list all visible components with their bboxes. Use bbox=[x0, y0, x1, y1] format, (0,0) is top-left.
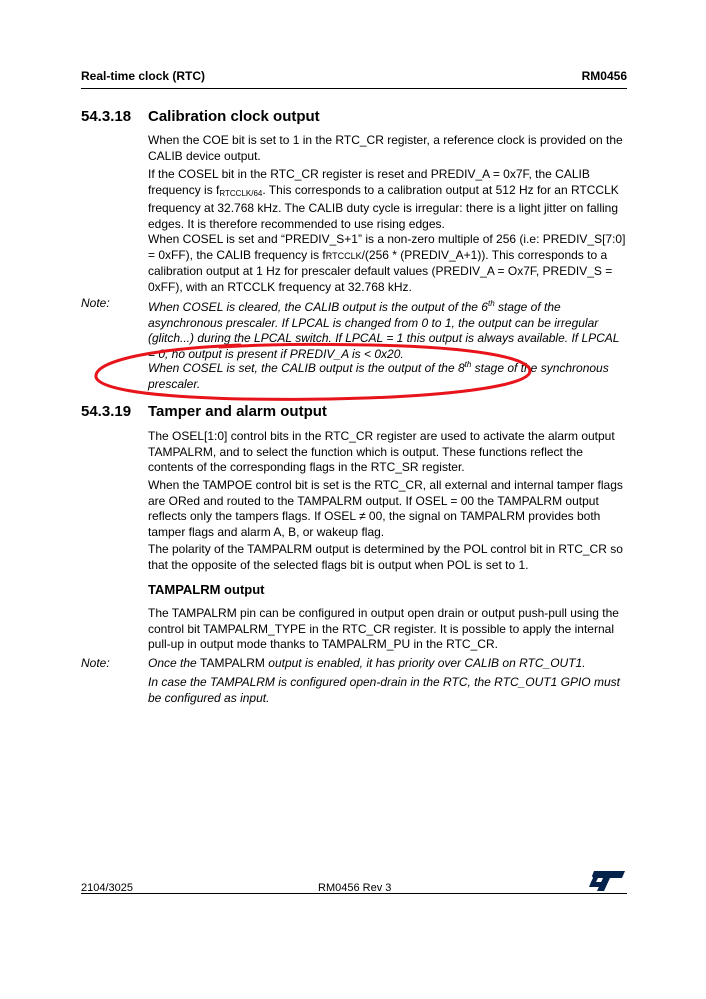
paragraph: When COSEL is set and “PREDIV_S+1” is a non-zero multiple of 256 (i.e: PREDIV_S[7:0] = 0xFF), the CALIB frequency is fRTCCLK/(256 * (PREDIV_A+1)). This corresponds to a calibration output at 1 Hz for prescaler default values (PREDIV_A = Ox7F, PREDIV_S = 0xFF), with an RTCCLK frequency at 32.768 kHz. bbox=[148, 232, 626, 294]
running-header-title: Real-time clock (RTC) bbox=[81, 69, 206, 83]
note-text: Once the TAMPALRM output is enabled, it has priority over CALIB on RTC_OUT1. bbox=[148, 656, 586, 670]
header-rule bbox=[81, 88, 627, 89]
note-text: When COSEL is cleared, the CALIB output is the output of the 6th stage of the asynchronous prescaler. If LPCAL is changed from 0 to 1, the output can be irregular (glitch...) during the LPCAL switch. If LPCAL = 1 this output is always available. If LPCAL = 0, no output is present if PREDIV_A is < 0x20. bbox=[148, 299, 620, 361]
page-number: 2104/3025 bbox=[81, 882, 133, 894]
running-header-docid: RM0456 bbox=[581, 69, 627, 83]
paragraph: When the TAMPOE control bit is set is the RTC_CR, all external and internal tamper flags are ORed and routed to the TAMPALRM output. If OSEL = 00 the TAMPALRM output reflects only the tampers flags. If OSEL ≠ 00, the signal on TAMPALRM provides both tamper flags and alarm A, B, or wakeup flag. bbox=[148, 478, 623, 539]
footer-doc-revision: RM0456 Rev 3 bbox=[318, 882, 392, 894]
paragraph: When the COE bit is set to 1 in the RTC_CR register, a reference clock is provided on the CALIB device output. bbox=[148, 133, 623, 163]
section-title: Tamper and alarm output bbox=[148, 403, 327, 420]
annotation-ellipse bbox=[90, 335, 534, 407]
paragraph: The TAMPALRM pin can be configured in output open drain or output push-pull using the control bit TAMPALRM_TYPE in the RTC_CR register. It is possible to apply the internal pull-up in output mode thanks to TAMPALRM_PU in the RTC_CR. bbox=[148, 606, 619, 651]
paragraph: If the COSEL bit in the RTC_CR register is reset and PREDIV_A = 0x7F, the CALIB frequency is $f_{RTCCLK/64}$. This corresponds to a calibration output at 512 Hz for an RTCCLK frequency at 32.768 kHz. The CALIB duty cycle is irregular: there is a light jitter on falling edges. It is therefore recommended to use rising edges. bbox=[148, 167, 619, 231]
section-number: 54.3.19 bbox=[81, 403, 132, 420]
subsection-title: TAMPALRM output bbox=[148, 582, 265, 597]
section-title: Calibration clock output bbox=[148, 108, 320, 125]
note-text: When COSEL is set, the CALIB output is the output of the 8th stage of the synchronous prescaler. bbox=[148, 360, 609, 391]
note-text: In case the TAMPALRM is configured open-drain in the RTC, the RTC_OUT1 GPIO must be configured as input. bbox=[148, 675, 620, 705]
st-logo bbox=[588, 870, 626, 892]
note-label: Note: bbox=[81, 296, 110, 310]
paragraph: The OSEL[1:0] control bits in the RTC_CR register are used to activate the alarm output TAMPALRM, and to select the function which is output. These functions reflect the contents of the corresponding flags in the RTC_SR register. bbox=[148, 429, 615, 474]
paragraph: The polarity of the TAMPALRM output is determined by the POL control bit in RTC_CR so that the opposite of the selected flags bit is output when POL is set to 1. bbox=[148, 542, 623, 572]
note-label: Note: bbox=[81, 656, 110, 670]
section-number: 54.3.18 bbox=[81, 108, 132, 125]
